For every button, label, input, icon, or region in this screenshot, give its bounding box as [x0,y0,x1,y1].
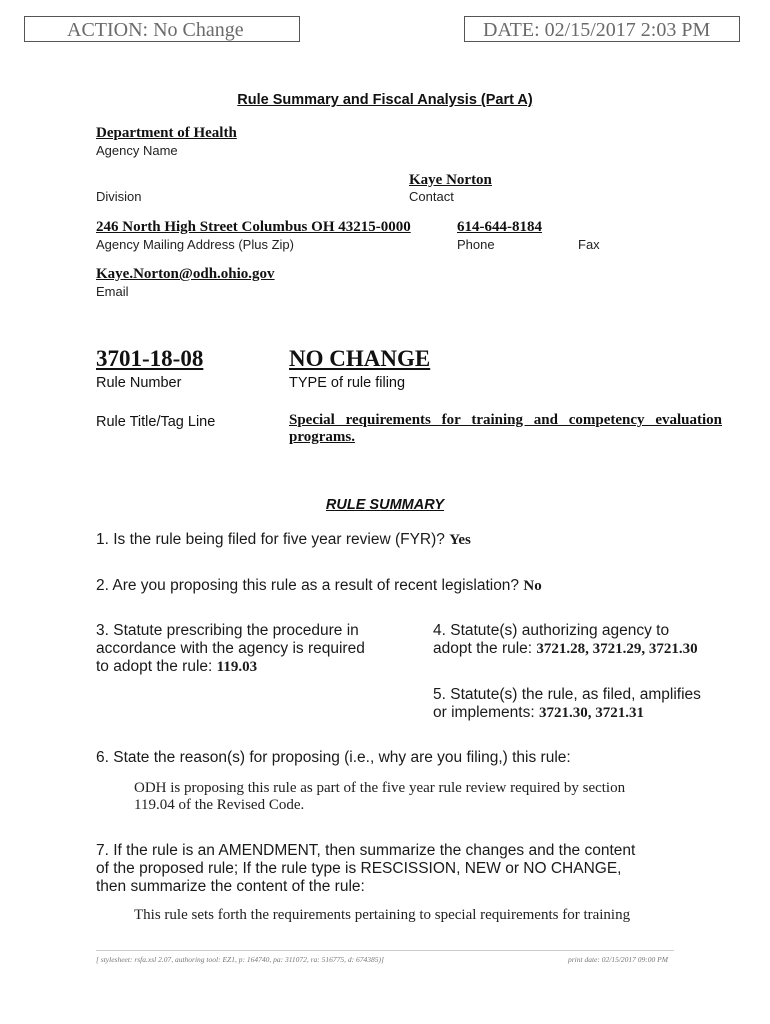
question-7-line1: 7. If the rule is an AMENDMENT, then summarize the changes and the content [96,842,636,859]
question-2 [96,577,542,595]
question-1 [96,531,471,549]
footer-divider [96,950,674,951]
action-box [24,16,300,42]
agency-name-value: Department of Health [96,125,237,141]
question-6: 6. State the reason(s) for proposing (i.e., why are you filing,) this rule: [96,749,571,766]
rule-title-label: Rule Title/Tag Line [96,414,216,430]
answer-4: 3721.28, 3721.29, 3721.30 [536,641,698,657]
rule-number-label: Rule Number [96,375,182,391]
question-2-text: 2. Are you proposing this rule as a result of recent legislation? [96,577,520,594]
phone-label: Phone [457,237,495,252]
date-text: DATE: 02/15/2017 2:03 PM [483,19,711,41]
rule-number-value: 3701-18-08 [96,346,204,371]
question-3 [96,622,365,676]
answer-6-line1: ODH is proposing this rule as part of the five year rule review required by section [134,780,626,796]
answer-7-line1: This rule sets forth the requirements pertaining to special requirements for training [134,907,631,923]
address-value: 246 North High Street Columbus OH 43215-0000 [96,219,411,235]
question-7-line3: then summarize the content of the rule: [96,878,365,895]
contact-label: Contact [409,189,454,204]
question-3-line1: 3. Statute prescribing the procedure in [96,622,359,639]
date-box [464,16,740,42]
question-7-line2: of the proposed rule; If the rule type is RESCISSION, NEW or NO CHANGE, [96,860,622,877]
rule-summary-heading: RULE SUMMARY [325,497,445,513]
footer-stylesheet-info: [ stylesheet: rsfa.xsl 2.07, authoring tool: EZ1, p: 164740, pa: 311072, ra: 516775, d: 674385)] [96,955,384,964]
footer-print-date: print date: 02/15/2017 09:00 PM [568,955,668,964]
contact-value: Kaye Norton [409,172,492,188]
rule-type-value: NO CHANGE [289,346,431,371]
question-5-line2: or implements: [433,704,535,721]
answer-6-line2: 119.04 of the Revised Code. [134,797,305,813]
question-7 [96,842,635,896]
rule-title-line1: Special requirements for training and competency evaluation [289,412,722,428]
question-3-line3: to adopt the rule: [96,658,213,675]
email-value: Kaye.Norton@odh.ohio.gov [96,266,275,282]
question-4 [433,622,698,658]
rule-title-line2: programs. [289,429,355,445]
answer-2: No [523,578,542,594]
fax-label: Fax [578,237,600,252]
answer-1: Yes [449,532,471,548]
question-4-line1: 4. Statute(s) authorizing agency to [433,622,670,639]
question-5 [433,686,701,722]
address-label: Agency Mailing Address (Plus Zip) [96,237,294,252]
agency-name-label: Agency Name [96,143,178,158]
phone-value: 614-644-8184 [457,219,542,235]
action-text: ACTION: No Change [67,19,244,41]
email-label: Email [96,284,129,299]
division-label: Division [96,189,142,204]
rule-type-label: TYPE of rule filing [289,375,406,391]
question-1-text: 1. Is the rule being filed for five year review (FYR)? [96,531,445,548]
answer-5: 3721.30, 3721.31 [538,705,644,721]
question-3-line2: accordance with the agency is required [96,640,365,657]
answer-6 [134,780,625,814]
page-title: Rule Summary and Fiscal Analysis (Part A) [237,92,533,108]
answer-3: 119.03 [216,659,258,675]
question-4-line2: adopt the rule: [433,640,533,657]
question-5-line1: 5. Statute(s) the rule, as filed, amplifies [433,686,701,703]
